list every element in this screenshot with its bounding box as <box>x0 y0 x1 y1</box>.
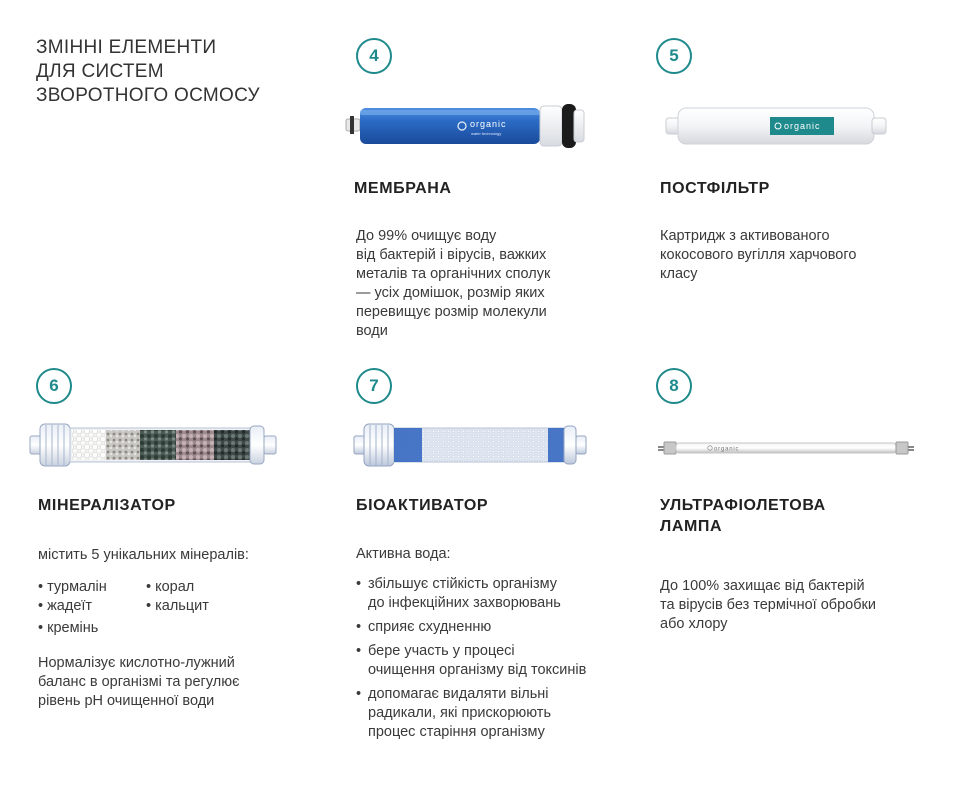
list-item <box>356 642 586 680</box>
mineral-label: кремінь <box>47 620 99 636</box>
list-item <box>356 685 586 742</box>
mineral-label: турмалін <box>47 579 107 595</box>
item-heading-uv-lamp <box>660 495 826 537</box>
item-description-membrane <box>356 227 550 341</box>
description-line: До 99% очищує воду <box>356 228 497 244</box>
bioactivator-benefits <box>356 575 586 747</box>
mineral-item: • турмалін <box>38 579 107 595</box>
number-badge-5: 5 <box>656 38 692 74</box>
bullet-line: • сприяє схудненню <box>368 619 492 635</box>
mineralizer-intro: містить 5 унікальних мінералів: <box>38 547 249 563</box>
item-heading-bioactivator: БІОАКТИВАТОР <box>356 497 489 514</box>
membrane-brand: organic <box>470 119 507 129</box>
page-title-line: ЗМІННІ ЕЛЕМЕНТИ <box>36 37 217 58</box>
membrane-brand-sub: water technology <box>471 131 502 136</box>
description-line: — усіх домішок, розмір яких <box>356 285 545 301</box>
mineral-label: жадеїт <box>47 598 93 614</box>
list-item <box>356 618 586 637</box>
heading-line: ЛАМПА <box>660 518 723 535</box>
number-badge-6: 6 <box>36 368 72 404</box>
bullet-line: радикали, які прискорюють <box>368 705 552 721</box>
number-badge-4: 4 <box>356 38 392 74</box>
bullet-line: • бере участь у процесі <box>368 643 515 659</box>
number-badge-8: 8 <box>656 368 692 404</box>
list-item <box>356 575 586 613</box>
item-heading-mineralizer: МІНЕРАЛІЗАТОР <box>38 497 176 514</box>
bullet-line: до інфекційних захворювань <box>368 595 561 611</box>
description-line: До 100% захищає від бактерій <box>660 578 865 594</box>
description-line: Картридж з активованого <box>660 228 830 244</box>
mineral-label: кальцит <box>155 598 209 614</box>
mineral-label: корал <box>155 579 195 595</box>
description-line: Нормалізує кислотно-лужний <box>38 655 235 671</box>
item-description-mineralizer <box>38 654 240 711</box>
mineral-item: • кальцит <box>146 598 209 614</box>
mineral-item: • кремінь <box>38 620 99 636</box>
page-title-line: ЗВОРОТНОГО ОСМОСУ <box>36 85 260 106</box>
membrane-image <box>344 100 590 152</box>
uv-lamp-brand: organic <box>714 446 740 453</box>
bullet-line: • збільшує стійкість організму <box>368 576 558 592</box>
bioactivator-image <box>352 420 588 470</box>
bullet-line: процес старіння організму <box>368 724 545 740</box>
description-line: води <box>356 323 388 339</box>
bioactivator-intro: Активна вода: <box>356 546 451 562</box>
description-line: від бактерій і вірусів, важких <box>356 247 547 263</box>
bullet-line: • допомагає видаляти вільні <box>368 686 549 702</box>
description-line: металів та органічних сполук <box>356 266 551 282</box>
number-badge-7: 7 <box>356 368 392 404</box>
postfilter-image <box>664 104 890 148</box>
description-line: баланс в організмі та регулює <box>38 674 240 690</box>
description-line: та вірусів без термічної обробки <box>660 597 876 613</box>
description-line: перевищує розмір молекули <box>356 304 547 320</box>
description-line: класу <box>660 266 698 282</box>
bullet-line: очищення організму від токсинів <box>368 662 587 678</box>
item-heading-membrane: МЕМБРАНА <box>354 180 452 197</box>
page-title <box>36 36 260 108</box>
mineralizer-image <box>28 420 278 470</box>
description-line: або хлору <box>660 616 728 632</box>
mineral-item: • жадеїт <box>38 598 93 614</box>
description-line: кокосового вугілля харчового <box>660 247 857 263</box>
item-description-uv-lamp <box>660 577 876 634</box>
description-line: рівень pH очищенної води <box>38 693 215 709</box>
uv-lamp-image <box>658 438 914 458</box>
item-description-postfilter <box>660 227 856 284</box>
page-title-line: ДЛЯ СИСТЕМ <box>36 61 164 82</box>
mineral-item: • корал <box>146 579 195 595</box>
heading-line: УЛЬТРАФІОЛЕТОВА <box>660 497 826 514</box>
item-heading-postfilter: ПОСТФІЛЬТР <box>660 180 770 197</box>
minerals-list <box>38 577 238 641</box>
postfilter-brand: organic <box>784 121 821 131</box>
